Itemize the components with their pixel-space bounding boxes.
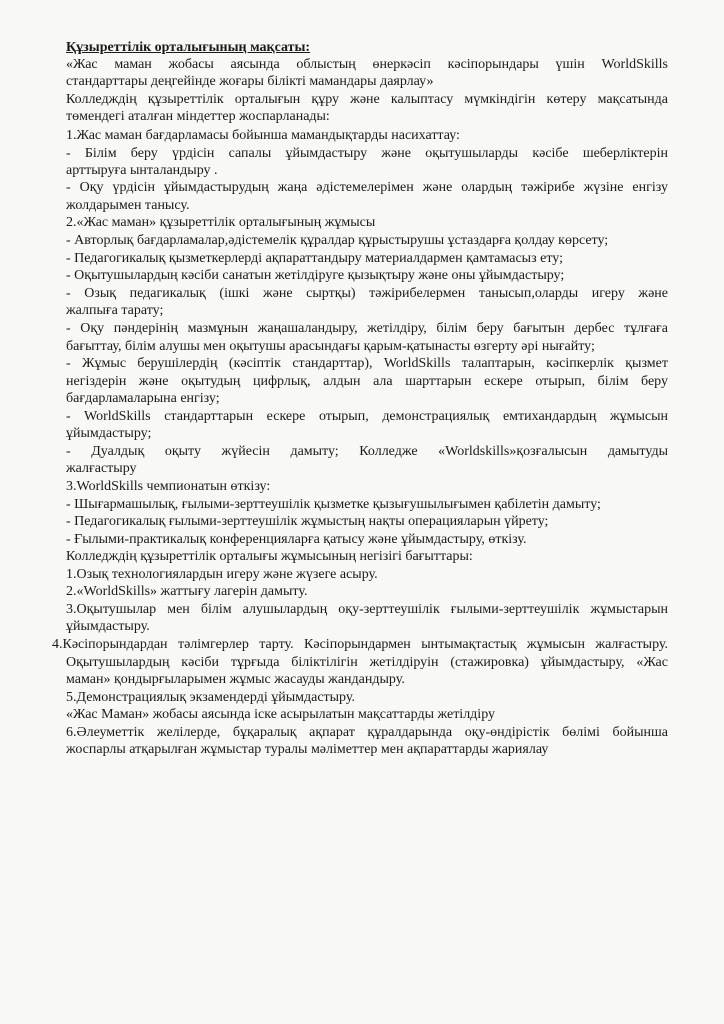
- document-line: Оқытушылардың кәсіби тұрғыда біліктілігін жетілдіруін (стажировка) ұйымдастыру, «Жас: [66, 655, 668, 670]
- document-line: - Озық педагикалық (ішкі және сыртқы) тәжірибелермен танысып,оларды игеру және: [66, 286, 668, 301]
- document-line: жолдарымен танысу.: [66, 198, 190, 213]
- document-line: бағдарламаларына енгізу;: [66, 391, 220, 406]
- document-line: стандарттары деңгейінде жоғары білікті мамандары даярлау»: [66, 74, 434, 89]
- document-line: - Оқу үрдісін ұйымдастырудың жаңа әдістемелерімен және олардың тәжірибе жүзіне енгізу: [66, 180, 668, 195]
- document-line: 3.Оқытушылар мен білім алушылардың оқу-зерттеушілік ғылыми-зерттеушілік жұмыстарын: [66, 602, 668, 617]
- document-line: - Дуалдық оқыту жүйесін дамыту; Колледже «Worldskills»қозғалысын дамытуды: [66, 444, 668, 459]
- document-line: - Жұмыс берушілердің (кәсіптік стандарттар), WorldSkills талаптарын, кәсіпкерлік қызмет: [66, 356, 668, 371]
- document-line: 3.WorldSkills чемпионатын өткізу:: [66, 479, 271, 494]
- document-line: ұйымдастыру.: [66, 619, 150, 634]
- document-heading: Құзыреттілік орталығының мақсаты:: [66, 40, 311, 55]
- document-line: - Білім беру үрдісін сапалы ұйымдастыру және оқытушыларды кәсібе шеберліктерін: [66, 146, 668, 161]
- document-line: негіздерін және оқытудың цифрлық, алдын ала шарттарын ескере отырып, білім беру: [66, 374, 668, 389]
- document-line: бағыттау, білім алушы мен оқытушы арасындағы қарым-қатынасты өзгерту әрі нығайту;: [66, 339, 595, 354]
- document-line: Колледждің құзыреттілік орталығы жұмысының негізігі бағыттары:: [66, 549, 473, 564]
- document-line: ұйымдастыру;: [66, 426, 152, 441]
- document-line: 2.«WorldSkills» жаттығу лагерін дамыту.: [66, 584, 308, 599]
- document-line: жоспарлы атқарылған жұмыстар туралы мәліметтер мен ақпараттарды жариялау: [66, 742, 549, 757]
- document-line: 1.Озық технологиялардын игеру және жүзеге асыру.: [66, 567, 378, 582]
- document-line: - Педагогикалық ғылыми-зерттеушілік жұмыстың нақты операцияларын үйрету;: [66, 514, 549, 529]
- document-line: арттыруға ынталандыру .: [66, 163, 218, 178]
- document-line: - WorldSkills стандарттарын ескере отырып, демонстрациялық емтихандардың жұмысын: [66, 409, 668, 424]
- document-line: - Оқытушылардың кәсіби санатын жетілдіруге қызықтыру және оны ұйымдастыру;: [66, 268, 565, 283]
- document-line: маман» қондырғыларымен жұмыс жасауды жандандыру.: [66, 672, 405, 687]
- document-line: - Ғылыми-практикалық конференцияларға қатысу және ұйымдастыру, өткізу.: [66, 532, 527, 547]
- document-line: «Жас маман жобасы аясында облыстың өнеркәсіп кәсіпорындары үшін WorldSkills: [66, 57, 668, 72]
- document-line: - Педагогикалық қызметкерлерді ақпараттандыру материалдармен қамтамасыз ету;: [66, 251, 563, 266]
- document-line: төмендегі аталған міндеттер жоспарланады:: [66, 109, 330, 124]
- document-line: 6.Әлеуметтік желілерде, бұқаралық ақпарат құралдарында оқу-өндірістік бөлімі бойынша: [66, 725, 668, 740]
- document-line: 2.«Жас маман» құзыреттілік орталығының жұмысы: [66, 215, 376, 230]
- document-line: Колледждің құзыреттілік орталығын құру және калыптасу мүмкіндігін көтеру мақсатында: [66, 92, 668, 107]
- document-line: 5.Демонстрациялық экзамендерді ұйымдастыру.: [66, 690, 355, 705]
- document-line: - Шығармашылық, ғылыми-зерттеушілік қызметке қызығушылығымен қабілетін дамыту;: [66, 497, 601, 512]
- document-line: «Жас Маман» жобасы аясында іске асырылатын мақсаттарды жетілдіру: [66, 707, 496, 722]
- document-line: жалпыға тарату;: [66, 303, 164, 318]
- document-line: - Авторлық бағдарламалар,әдістемелік құралдар құрыстырушы ұстаздарға қолдау көрсету;: [66, 233, 609, 248]
- document-line: жалғастыру: [66, 461, 137, 476]
- document-line: - Оқу пәндерінің мазмұнын жаңашаландыру, жетілдіру, білім беру бағытын дербес тұлғаға: [66, 321, 668, 336]
- document-line: 1.Жас маман бағдарламасы бойынша мамандықтарды насихаттау:: [66, 128, 460, 143]
- document-line: 4.Кәсіпорындардан тәлімгерлер тарту. Кәсіпорындармен ынтымақтастық жұмысын жалғастыру.: [52, 637, 668, 652]
